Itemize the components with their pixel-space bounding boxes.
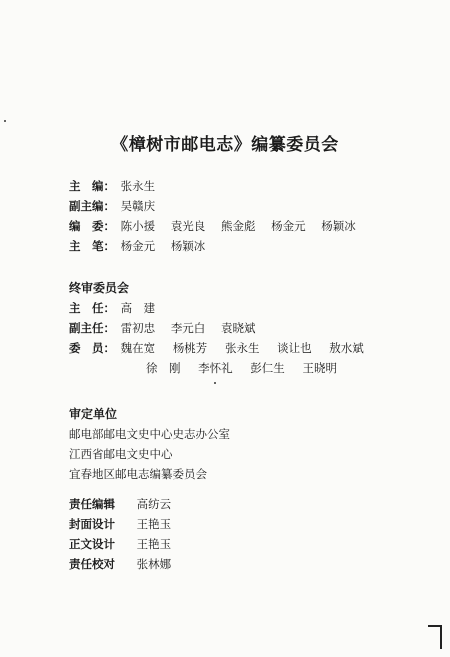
section-heading: 审定单位 xyxy=(69,407,118,421)
deputy-director-row xyxy=(69,318,378,338)
members-row xyxy=(69,338,378,358)
person-name: 王晓明 xyxy=(302,361,337,375)
review-unit-item: 宜春地区邮电志编纂委员会 xyxy=(69,467,207,481)
person-name: 李怀礼 xyxy=(198,361,233,375)
person-name: 王艳玉 xyxy=(136,537,172,551)
person-name: 袁晓斌 xyxy=(220,321,256,335)
credit-label: 封面设计 xyxy=(69,517,115,531)
person-name: 谈让也 xyxy=(277,341,312,355)
editor-in-chief-row xyxy=(69,176,368,196)
person-name: 杨颖冰 xyxy=(321,219,356,233)
person-name: 雷初忠 xyxy=(120,321,156,335)
section-heading: 终审委员会 xyxy=(69,281,130,295)
role-label: 副主任： xyxy=(69,321,115,335)
person-name: 李元白 xyxy=(170,321,206,335)
person-name: 杨金元 xyxy=(271,219,306,233)
scan-speck xyxy=(214,382,216,384)
role-label: 委 员： xyxy=(69,341,115,355)
role-label: 主 任： xyxy=(69,301,115,315)
role-label: 副主编： xyxy=(69,199,115,213)
editorial-members-row xyxy=(69,216,368,236)
person-name: 杨颖冰 xyxy=(170,239,206,253)
person-name: 杨金元 xyxy=(120,239,156,253)
review-unit-item: 邮电部邮电文史中心史志办公室 xyxy=(69,427,230,441)
director-row xyxy=(69,298,378,318)
scan-speck xyxy=(4,120,6,122)
credit-row xyxy=(69,554,171,574)
deputy-editor-row xyxy=(69,196,368,216)
role-label: 编 委： xyxy=(69,219,115,233)
credit-label: 正文设计 xyxy=(69,537,115,551)
person-name: 魏在宽 xyxy=(120,341,156,355)
credit-row xyxy=(69,514,171,534)
role-label: 主 笔： xyxy=(69,239,115,253)
page-title: 《樟树市邮电志》编纂委员会 xyxy=(111,135,339,155)
role-label: 主 编： xyxy=(69,179,115,193)
person-name: 高纺云 xyxy=(136,497,172,511)
lead-writer-row xyxy=(69,236,368,256)
person-name: 高 建 xyxy=(120,301,156,315)
person-name: 杨桃芳 xyxy=(172,341,208,355)
page-corner-mark xyxy=(428,625,442,649)
credit-row xyxy=(69,534,171,554)
credit-label: 责任编辑 xyxy=(69,497,115,511)
person-name: 陈小援 xyxy=(120,219,156,233)
credit-row xyxy=(69,494,171,514)
person-name: 徐 刚 xyxy=(146,361,181,375)
final-review-committee xyxy=(69,278,378,378)
person-name: 彭仁生 xyxy=(250,361,285,375)
review-unit-item: 江西省邮电文史中心 xyxy=(69,447,173,461)
person-name: 张林娜 xyxy=(136,557,172,571)
person-name: 王艳玉 xyxy=(136,517,172,531)
members-row-continued xyxy=(69,358,378,378)
person-name: 张永生 xyxy=(120,179,156,193)
credit-label: 责任校对 xyxy=(69,557,115,571)
editorial-committee xyxy=(69,176,368,256)
production-credits xyxy=(69,494,171,574)
person-name: 吴赣庆 xyxy=(120,199,156,213)
review-units xyxy=(69,404,230,484)
person-name: 张永生 xyxy=(224,341,260,355)
person-name: 袁光良 xyxy=(170,219,206,233)
person-name: 熊金彪 xyxy=(220,219,256,233)
person-name: 敖水斌 xyxy=(329,341,364,355)
